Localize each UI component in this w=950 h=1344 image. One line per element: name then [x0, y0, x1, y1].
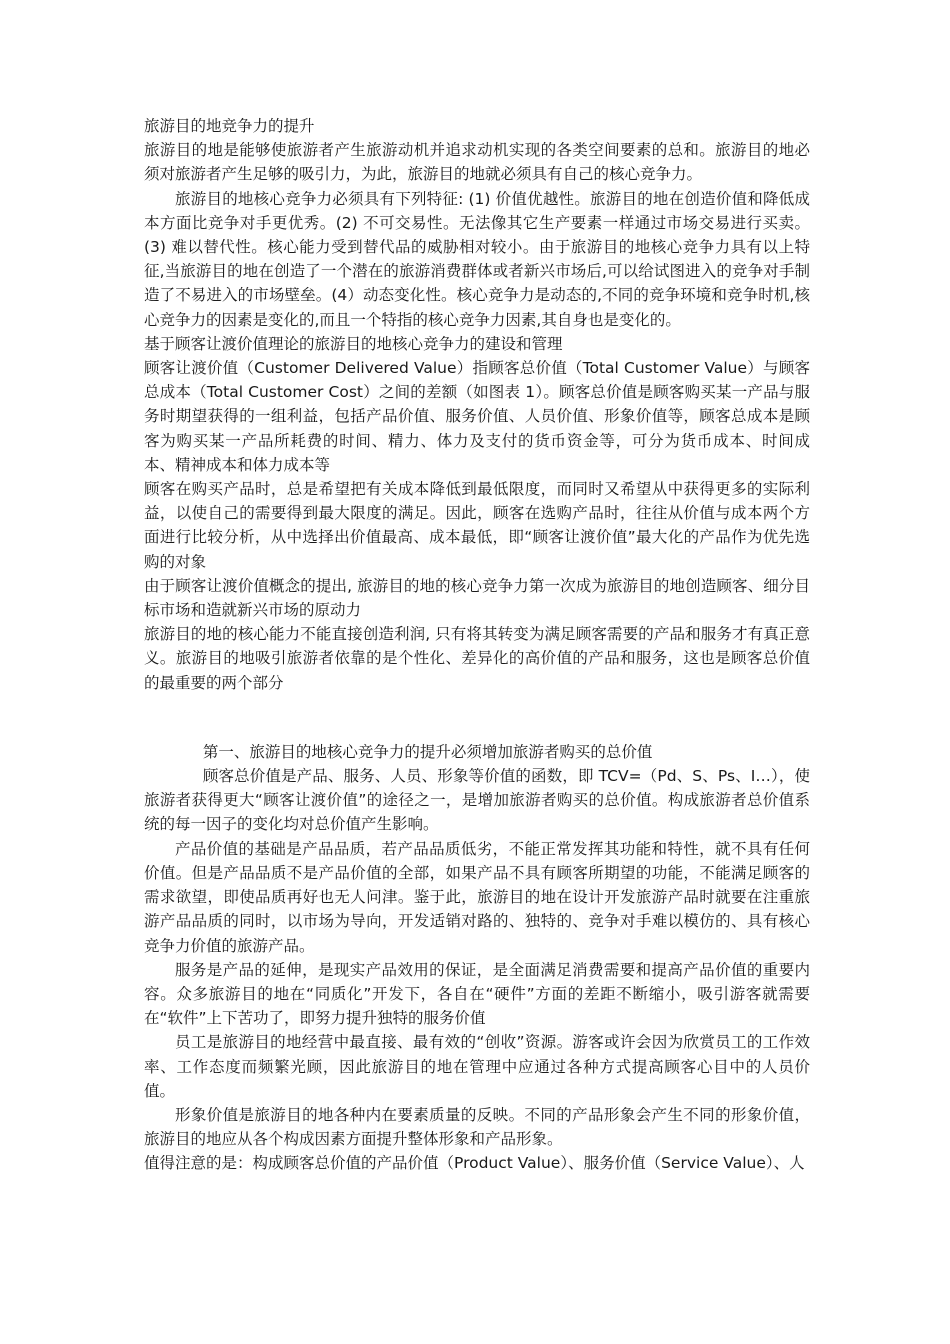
section-spacer: [144, 695, 810, 740]
paragraph-features: 旅游目的地核心竞争力必须具有下列特征: (1) 价值优越性。旅游目的地在创造价值和降低成本方面比竞争对手更优秀。(2) 不可交易性。无法像其它生产要素一样通过市场交易进行买卖。(3) 难以替代性。核心能力受到替代品的威胁相对较小。由于旅游目的地核心竞争力具有以上特征,当旅游目的地在创造了一个潜在的旅游消费群体或者新兴市场后,可以给试图进入的竞争对手制造了不易进入的市场壁垒。(4）动态变化性。核心竞争力是动态的,不同的竞争环境和竞争时机,核心竞争力的因素是变化的,而且一个特指的核心竞争力因素,其自身也是变化的。: [144, 189, 810, 329]
paragraph-closing: 值得注意的是：构成顾客总价值的产品价值（Product Value）、服务价值（Service Value）、人: [144, 1154, 805, 1173]
paragraph-concept: 由于顾客让渡价值概念的提出, 旅游目的地的核心竞争力第一次成为旅游目的地创造顾客、细分目标市场和造就新兴市场的原动力: [144, 576, 810, 620]
paragraph-image-value: 形象价值是旅游目的地各种内在要素质量的反映。不同的产品形象会产生不同的形象价值，旅游目的地应从各个构成因素方面提升整体形象和产品形象。: [144, 1105, 810, 1149]
paragraph-personnel-value: 员工是旅游目的地经营中最直接、最有效的“创收”资源。游客或许会因为欣赏员工的工作效率、工作态度而频繁光顾，因此旅游目的地在管理中应通过各种方式提高顾客心目中的人员价值。: [144, 1033, 810, 1100]
document-page: [144, 114, 810, 1176]
paragraph-purchase: 顾客在购买产品时，总是希望把有关成本降低到最低限度，而同时又希望从中获得更多的实际利益，以使自己的需要得到最大限度的满足。因此，顾客在选购产品时，往往从价值与成本两个方面进行比较分析，从中选择出价值最高、成本最低，即“顾客让渡价值”最大化的产品作为优先选购的对象: [144, 480, 810, 571]
paragraph-product-value: 产品价值的基础是产品品质，若产品品质低劣，不能正常发挥其功能和特性，就不具有任何价值。但是产品品质不是产品价值的全部，如果产品不具有顾客所期望的功能，不能满足顾客的需求欲望，即使品质再好也无人问津。鉴于此，旅游目的地在设计开发旅游产品时就要在注重旅游产品品质的同时，以市场为导向，开发适销对路的、独特的、竞争对手难以模仿的、具有核心竞争力价值的旅游产品。: [144, 839, 810, 955]
section-heading: 第一、旅游目的地核心竞争力的提升必须增加旅游者购买的总价值: [202, 742, 653, 761]
paragraph-service-value: 服务是产品的延伸，是现实产品效用的保证，是全面满足消费需要和提高产品价值的重要内容。众多旅游目的地在“同质化”开发下，各自在“硬件”方面的差距不断缩小，吸引游客就需要在“软件”上下苦功了，即努力提升独特的服务价值: [144, 960, 810, 1028]
subheading-customer-value: 基于顾客让渡价值理论的旅游目的地核心竞争力的建设和管理: [144, 334, 563, 353]
paragraph-total-value: 顾客总价值是产品、服务、人员、形象等价值的函数，即 TCV=（Pd、S、Ps、I…），使旅游者获得更大“顾客让渡价值”的途径之一，是增加旅游者购买的总价值。构成旅游者总价值系统的每一因子的变化均对总价值产生影响。: [144, 767, 810, 834]
paragraph-core-ability: 旅游目的地的核心能力不能直接创造利润, 只有将其转变为满足顾客需要的产品和服务才有真正意义。旅游目的地吸引旅游者依靠的是个性化、差异化的高价值的产品和服务，这也是顾客总价值的最重要的两个部分: [144, 625, 810, 692]
paragraph-definition: 顾客让渡价值（Customer Delivered Value）指顾客总价值（Total Customer Value）与顾客总成本（Total Customer Cost）之间的差额（如图表 1）。顾客总价值是顾客购买某一产品与服务时期望获得的一组利益，包括产品价值、服务价值、人员价值、形象价值等，顾客总成本是顾客为购买某一产品所耗费的时间、精力、体力及支付的货币资金等，可分为货币成本、时间成本、精神成本和体力成本等: [144, 359, 810, 474]
paragraph-intro: 旅游目的地是能够使旅游者产生旅游动机并追求动机实现的各类空间要素的总和。旅游目的地必须对旅游者产生足够的吸引力，为此，旅游目的地就必须具有自己的核心竞争力。: [144, 141, 810, 184]
document-title: 旅游目的地竞争力的提升: [144, 117, 315, 135]
